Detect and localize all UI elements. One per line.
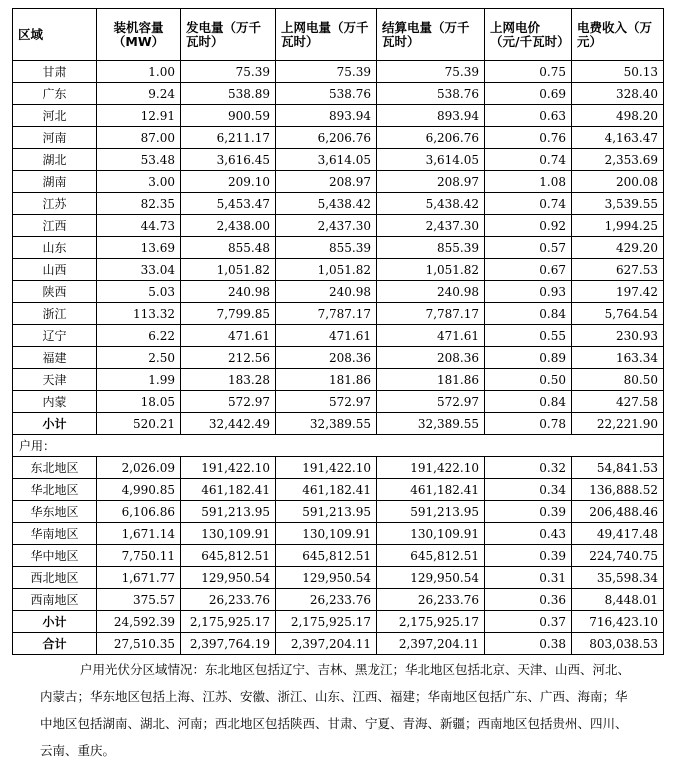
cell-value: 0.74 — [485, 149, 572, 171]
cell-value: 0.39 — [485, 545, 572, 567]
cell-value: 6,206.76 — [276, 127, 377, 149]
cell-value: 0.31 — [485, 567, 572, 589]
row-label: 陕西 — [13, 281, 97, 303]
row-label: 浙江 — [13, 303, 97, 325]
cell-value: 2,437.30 — [276, 215, 377, 237]
cell-value: 240.98 — [276, 281, 377, 303]
header-capacity: 装机容量（MW） — [97, 9, 181, 61]
table-row — [13, 149, 664, 171]
cell-value: 572.97 — [377, 391, 485, 413]
cell-value: 855.39 — [377, 237, 485, 259]
cell-value: 591,213.95 — [276, 501, 377, 523]
table-row — [13, 501, 664, 523]
cell-value: 855.48 — [181, 237, 276, 259]
cell-value: 6,206.76 — [377, 127, 485, 149]
cell-value: 375.57 — [97, 589, 181, 611]
row-label: 华北地区 — [13, 479, 97, 501]
cell-value: 9.24 — [97, 83, 181, 105]
cell-value: 627.53 — [572, 259, 664, 281]
cell-value: 0.50 — [485, 369, 572, 391]
subtotal-row — [13, 611, 664, 633]
cell-value: 471.61 — [276, 325, 377, 347]
table-row — [13, 347, 664, 369]
cell-value: 26,233.76 — [377, 589, 485, 611]
cell-value: 240.98 — [181, 281, 276, 303]
cell-value: 3,539.55 — [572, 193, 664, 215]
cell-value: 7,787.17 — [276, 303, 377, 325]
header-region: 区域 — [13, 9, 97, 61]
cell-value: 5,438.42 — [276, 193, 377, 215]
cell-value: 498.20 — [572, 105, 664, 127]
cell-value: 0.32 — [485, 457, 572, 479]
cell-value: 0.92 — [485, 215, 572, 237]
cell-value: 2,026.09 — [97, 457, 181, 479]
row-label: 福建 — [13, 347, 97, 369]
cell-value: 645,812.51 — [377, 545, 485, 567]
cell-value: 208.97 — [276, 171, 377, 193]
row-label: 山西 — [13, 259, 97, 281]
cell-value: 893.94 — [276, 105, 377, 127]
row-label: 华南地区 — [13, 523, 97, 545]
cell-value: 26,233.76 — [276, 589, 377, 611]
cell-value: 0.93 — [485, 281, 572, 303]
cell-value: 7,750.11 — [97, 545, 181, 567]
cell-value: 520.21 — [97, 413, 181, 435]
cell-value: 5,438.42 — [377, 193, 485, 215]
cell-value: 2,437.30 — [377, 215, 485, 237]
cell-value: 1,671.14 — [97, 523, 181, 545]
row-label: 小计 — [13, 611, 97, 633]
row-label: 辽宁 — [13, 325, 97, 347]
cell-value: 3,614.05 — [276, 149, 377, 171]
table-row — [13, 589, 664, 611]
row-label: 湖北 — [13, 149, 97, 171]
cell-value: 27,510.35 — [97, 633, 181, 655]
cell-value: 129,950.54 — [181, 567, 276, 589]
cell-value: 183.28 — [181, 369, 276, 391]
table-row — [13, 567, 664, 589]
cell-value: 2,397,204.11 — [276, 633, 377, 655]
cell-value: 900.59 — [181, 105, 276, 127]
cell-value: 538.76 — [276, 83, 377, 105]
cell-value: 130,109.91 — [181, 523, 276, 545]
cell-value: 2,397,204.11 — [377, 633, 485, 655]
subtotal-row — [13, 413, 664, 435]
table-row — [13, 369, 664, 391]
cell-value: 136,888.52 — [572, 479, 664, 501]
header-settled-power: 结算电量（万千瓦时） — [377, 9, 485, 61]
table-row — [13, 523, 664, 545]
row-label: 华中地区 — [13, 545, 97, 567]
cell-value: 803,038.53 — [572, 633, 664, 655]
table-row — [13, 545, 664, 567]
table-row — [13, 457, 664, 479]
cell-value: 212.56 — [181, 347, 276, 369]
cell-value: 1,671.77 — [97, 567, 181, 589]
table-row — [13, 127, 664, 149]
cell-value: 2,397,764.19 — [181, 633, 276, 655]
cell-value: 1,051.82 — [377, 259, 485, 281]
cell-value: 0.55 — [485, 325, 572, 347]
table-row — [13, 479, 664, 501]
cell-value: 191,422.10 — [276, 457, 377, 479]
row-label: 西北地区 — [13, 567, 97, 589]
cell-value: 75.39 — [181, 61, 276, 83]
cell-value: 191,422.10 — [377, 457, 485, 479]
cell-value: 82.35 — [97, 193, 181, 215]
cell-value: 24,592.39 — [97, 611, 181, 633]
table-row — [13, 281, 664, 303]
table-row — [13, 61, 664, 83]
row-label: 合计 — [13, 633, 97, 655]
cell-value: 32,389.55 — [276, 413, 377, 435]
cell-value: 471.61 — [377, 325, 485, 347]
cell-value: 49,417.48 — [572, 523, 664, 545]
row-label: 天津 — [13, 369, 97, 391]
row-label: 西南地区 — [13, 589, 97, 611]
cell-value: 5.03 — [97, 281, 181, 303]
cell-value: 6,211.17 — [181, 127, 276, 149]
cell-value: 2,438.00 — [181, 215, 276, 237]
cell-value: 538.89 — [181, 83, 276, 105]
cell-value: 1.08 — [485, 171, 572, 193]
row-label: 河南 — [13, 127, 97, 149]
cell-value: 87.00 — [97, 127, 181, 149]
table-header-row — [13, 9, 664, 61]
cell-value: 44.73 — [97, 215, 181, 237]
section-label-row — [13, 435, 664, 457]
cell-value: 2,175,925.17 — [181, 611, 276, 633]
cell-value: 0.74 — [485, 193, 572, 215]
cell-value: 645,812.51 — [276, 545, 377, 567]
cell-value: 0.38 — [485, 633, 572, 655]
cell-value: 328.40 — [572, 83, 664, 105]
cell-value: 6,106.86 — [97, 501, 181, 523]
row-label: 东北地区 — [13, 457, 97, 479]
cell-value: 461,182.41 — [377, 479, 485, 501]
cell-value: 0.78 — [485, 413, 572, 435]
row-label: 小计 — [13, 413, 97, 435]
cell-value: 6.22 — [97, 325, 181, 347]
region-note: 户用光伏分区域情况：东北地区包括辽宁、吉林、黑龙江；华北地区包括北京、天津、山西、河北、内蒙古；华东地区包括上海、江苏、安徽、浙江、山东、江西、福建；华南地区包括广东、广西、海南；华中地区包括湖南、湖北、河南；西北地区包括陕西、甘肃、宁夏、青海、新疆；西南地区包括贵州、四川、云南、重庆。 — [40, 662, 631, 758]
cell-value: 181.86 — [377, 369, 485, 391]
cell-value: 12.91 — [97, 105, 181, 127]
cell-value: 0.89 — [485, 347, 572, 369]
table-row — [13, 237, 664, 259]
cell-value: 0.39 — [485, 501, 572, 523]
cell-value: 8,448.01 — [572, 589, 664, 611]
cell-value: 130,109.91 — [276, 523, 377, 545]
row-label: 湖南 — [13, 171, 97, 193]
cell-value: 208.36 — [276, 347, 377, 369]
cell-value: 80.50 — [572, 369, 664, 391]
cell-value: 2,353.69 — [572, 149, 664, 171]
cell-value: 4,163.47 — [572, 127, 664, 149]
cell-value: 0.69 — [485, 83, 572, 105]
cell-value: 32,442.49 — [181, 413, 276, 435]
cell-value: 0.37 — [485, 611, 572, 633]
cell-value: 429.20 — [572, 237, 664, 259]
cell-value: 200.08 — [572, 171, 664, 193]
table-body — [13, 61, 664, 655]
cell-value: 181.86 — [276, 369, 377, 391]
cell-value: 208.36 — [377, 347, 485, 369]
cell-value: 645,812.51 — [181, 545, 276, 567]
cell-value: 3,616.45 — [181, 149, 276, 171]
row-label: 甘肃 — [13, 61, 97, 83]
table-row — [13, 171, 664, 193]
cell-value: 0.63 — [485, 105, 572, 127]
cell-value: 26,233.76 — [181, 589, 276, 611]
cell-value: 75.39 — [377, 61, 485, 83]
cell-value: 0.84 — [485, 391, 572, 413]
cell-value: 0.36 — [485, 589, 572, 611]
table-row — [13, 259, 664, 281]
cell-value: 35,598.34 — [572, 567, 664, 589]
cell-value: 130,109.91 — [377, 523, 485, 545]
cell-value: 471.61 — [181, 325, 276, 347]
table-row — [13, 193, 664, 215]
table-row — [13, 105, 664, 127]
header-revenue: 电费收入（万元） — [572, 9, 664, 61]
cell-value: 50.13 — [572, 61, 664, 83]
cell-value: 0.76 — [485, 127, 572, 149]
cell-value: 22,221.90 — [572, 413, 664, 435]
cell-value: 129,950.54 — [377, 567, 485, 589]
cell-value: 2.50 — [97, 347, 181, 369]
cell-value: 32,389.55 — [377, 413, 485, 435]
cell-value: 591,213.95 — [181, 501, 276, 523]
cell-value: 0.84 — [485, 303, 572, 325]
row-label: 山东 — [13, 237, 97, 259]
cell-value: 716,423.10 — [572, 611, 664, 633]
row-label: 河北 — [13, 105, 97, 127]
cell-value: 240.98 — [377, 281, 485, 303]
cell-value: 13.69 — [97, 237, 181, 259]
row-label: 广东 — [13, 83, 97, 105]
cell-value: 75.39 — [276, 61, 377, 83]
cell-value: 1,051.82 — [276, 259, 377, 281]
cell-value: 208.97 — [377, 171, 485, 193]
section-label: 户用： — [13, 435, 664, 457]
cell-value: 129,950.54 — [276, 567, 377, 589]
row-label: 内蒙 — [13, 391, 97, 413]
cell-value: 461,182.41 — [181, 479, 276, 501]
table-row — [13, 83, 664, 105]
cell-value: 461,182.41 — [276, 479, 377, 501]
cell-value: 572.97 — [276, 391, 377, 413]
cell-value: 591,213.95 — [377, 501, 485, 523]
cell-value: 7,799.85 — [181, 303, 276, 325]
cell-value: 197.42 — [572, 281, 664, 303]
cell-value: 191,422.10 — [181, 457, 276, 479]
cell-value: 18.05 — [97, 391, 181, 413]
table-row — [13, 325, 664, 347]
cell-value: 0.75 — [485, 61, 572, 83]
cell-value: 3,614.05 — [377, 149, 485, 171]
total-row — [13, 633, 664, 655]
cell-value: 230.93 — [572, 325, 664, 347]
header-grid-price: 上网电价（元/千瓦时） — [485, 9, 572, 61]
cell-value: 572.97 — [181, 391, 276, 413]
cell-value: 2,175,925.17 — [377, 611, 485, 633]
cell-value: 3.00 — [97, 171, 181, 193]
cell-value: 0.67 — [485, 259, 572, 281]
cell-value: 0.43 — [485, 523, 572, 545]
cell-value: 538.76 — [377, 83, 485, 105]
row-label: 江苏 — [13, 193, 97, 215]
row-label: 江西 — [13, 215, 97, 237]
cell-value: 1,994.25 — [572, 215, 664, 237]
cell-value: 1.99 — [97, 369, 181, 391]
cell-value: 206,488.46 — [572, 501, 664, 523]
cell-value: 33.04 — [97, 259, 181, 281]
cell-value: 53.48 — [97, 149, 181, 171]
cell-value: 0.57 — [485, 237, 572, 259]
cell-value: 7,787.17 — [377, 303, 485, 325]
cell-value: 855.39 — [276, 237, 377, 259]
cell-value: 427.58 — [572, 391, 664, 413]
cell-value: 1.00 — [97, 61, 181, 83]
table-row — [13, 215, 664, 237]
header-generation: 发电量（万千瓦时） — [181, 9, 276, 61]
table-row — [13, 391, 664, 413]
cell-value: 54,841.53 — [572, 457, 664, 479]
cell-value: 113.32 — [97, 303, 181, 325]
cell-value: 2,175,925.17 — [276, 611, 377, 633]
cell-value: 163.34 — [572, 347, 664, 369]
cell-value: 893.94 — [377, 105, 485, 127]
cell-value: 5,453.47 — [181, 193, 276, 215]
cell-value: 4,990.85 — [97, 479, 181, 501]
cell-value: 224,740.75 — [572, 545, 664, 567]
table-row — [13, 303, 664, 325]
header-grid-power: 上网电量（万千瓦时） — [276, 9, 377, 61]
power-stats-table — [12, 8, 664, 655]
cell-value: 5,764.54 — [572, 303, 664, 325]
cell-value: 0.34 — [485, 479, 572, 501]
cell-value: 1,051.82 — [181, 259, 276, 281]
row-label: 华东地区 — [13, 501, 97, 523]
cell-value: 209.10 — [181, 171, 276, 193]
